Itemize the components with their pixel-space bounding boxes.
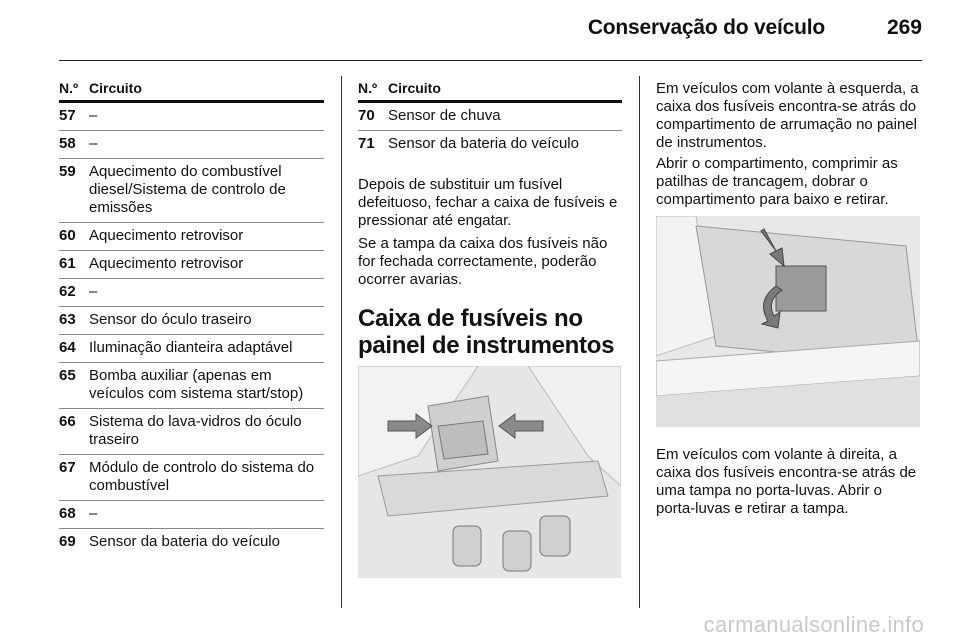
table-row: [59, 501, 324, 529]
paragraph-rhd-location: Em veículos com volante à direita, a caixa dos fusíveis encontra-se atrás de uma tampa no porta-luvas. Abrir o porta-luvas e retirar a tampa.: [656, 446, 917, 517]
fuse-number: 63: [59, 311, 76, 328]
fuse-number: 69: [59, 533, 76, 550]
fuse-table-middle: [358, 80, 622, 158]
fuse-number: 59: [59, 163, 76, 180]
fuse-number: 68: [59, 505, 76, 522]
table-row: [358, 103, 622, 131]
circuit-description: –: [89, 107, 98, 124]
column-divider-2: [639, 76, 640, 608]
watermark: carmanualsonline.info: [703, 612, 924, 637]
circuit-description: –: [89, 135, 98, 152]
table-row: [358, 131, 622, 158]
circuit-description: Sensor da bateria do veículo: [89, 533, 280, 550]
circuit-description: –: [89, 505, 98, 522]
col-header-number: N.º: [358, 80, 378, 96]
table-header: [358, 80, 622, 103]
col-header-circuit: Circuito: [388, 80, 441, 96]
illustration-storage-compartment: [656, 216, 920, 427]
circuit-description: Sensor do óculo traseiro: [89, 311, 252, 328]
table-row: [59, 103, 324, 131]
fuse-number: 65: [59, 367, 76, 384]
column-divider-1: [341, 76, 342, 608]
table-row: [59, 409, 324, 455]
fuse-number: 70: [358, 107, 375, 124]
fuse-number: 57: [59, 107, 76, 124]
table-row: [59, 335, 324, 363]
fuse-number: 60: [59, 227, 76, 244]
col-header-circuit: Circuito: [89, 80, 142, 96]
circuit-description: Sistema do lava-vidros do óculo traseiro: [89, 413, 302, 448]
table-row: [59, 223, 324, 251]
circuit-description: Aquecimento do combustível diesel/Sistema de controlo de emissões: [89, 163, 286, 216]
paragraph-lhd-location: Em veículos com volante à esquerda, a caixa dos fusíveis encontra-se atrás do compartimento de arrumação no painel de instrumentos.: [656, 80, 919, 151]
circuit-description: Módulo de controlo do sistema do combustível: [89, 459, 315, 494]
fuse-table-left: [59, 80, 324, 556]
fuse-number: 58: [59, 135, 76, 152]
fuse-number: 71: [358, 135, 375, 152]
table-row: [59, 455, 324, 501]
section-title: Caixa de fusíveis no painel de instrumentos: [358, 305, 615, 359]
circuit-description: –: [89, 283, 98, 300]
circuit-description: Bomba auxiliar (apenas em veículos com sistema start/stop): [89, 367, 304, 402]
table-row: [59, 307, 324, 335]
paragraph-fuse-warning: Se a tampa da caixa dos fusíveis não for fechada correctamente, poderão ocorrer avarias.: [358, 235, 608, 288]
table-row: [59, 363, 324, 409]
table-row: [59, 251, 324, 279]
circuit-description: Sensor de chuva: [388, 107, 501, 124]
circuit-description: Aquecimento retrovisor: [89, 227, 244, 244]
header-rule: [59, 60, 922, 61]
table-row: [59, 159, 324, 223]
paragraph-open-compartment: Abrir o compartimento, comprimir as patilhas de trancagem, dobrar o compartimento para baixo e retirar.: [656, 155, 898, 208]
table-row: [59, 279, 324, 307]
table-row: [59, 529, 324, 556]
table-body: [59, 103, 324, 556]
fuse-number: 64: [59, 339, 76, 356]
fuse-number: 62: [59, 283, 76, 300]
circuit-description: Aquecimento retrovisor: [89, 255, 244, 272]
fuse-number: 66: [59, 413, 76, 430]
fuse-number: 67: [59, 459, 76, 476]
circuit-description: Iluminação dianteira adaptável: [89, 339, 293, 356]
fuse-number: 61: [59, 255, 76, 272]
col-header-number: N.º: [59, 80, 79, 96]
illustration-instrument-panel-fusebox: [358, 366, 621, 578]
table-body: [358, 103, 622, 158]
circuit-description: Sensor da bateria do veículo: [388, 135, 579, 152]
paragraph-fuse-close: Depois de substituir um fusível defeituoso, fechar a caixa de fusíveis e pressionar até engatar.: [358, 176, 618, 229]
page-number: 269: [886, 16, 922, 39]
table-row: [59, 131, 324, 159]
page-header-title: Conservação do veículo: [587, 16, 825, 39]
table-header: [59, 80, 324, 103]
